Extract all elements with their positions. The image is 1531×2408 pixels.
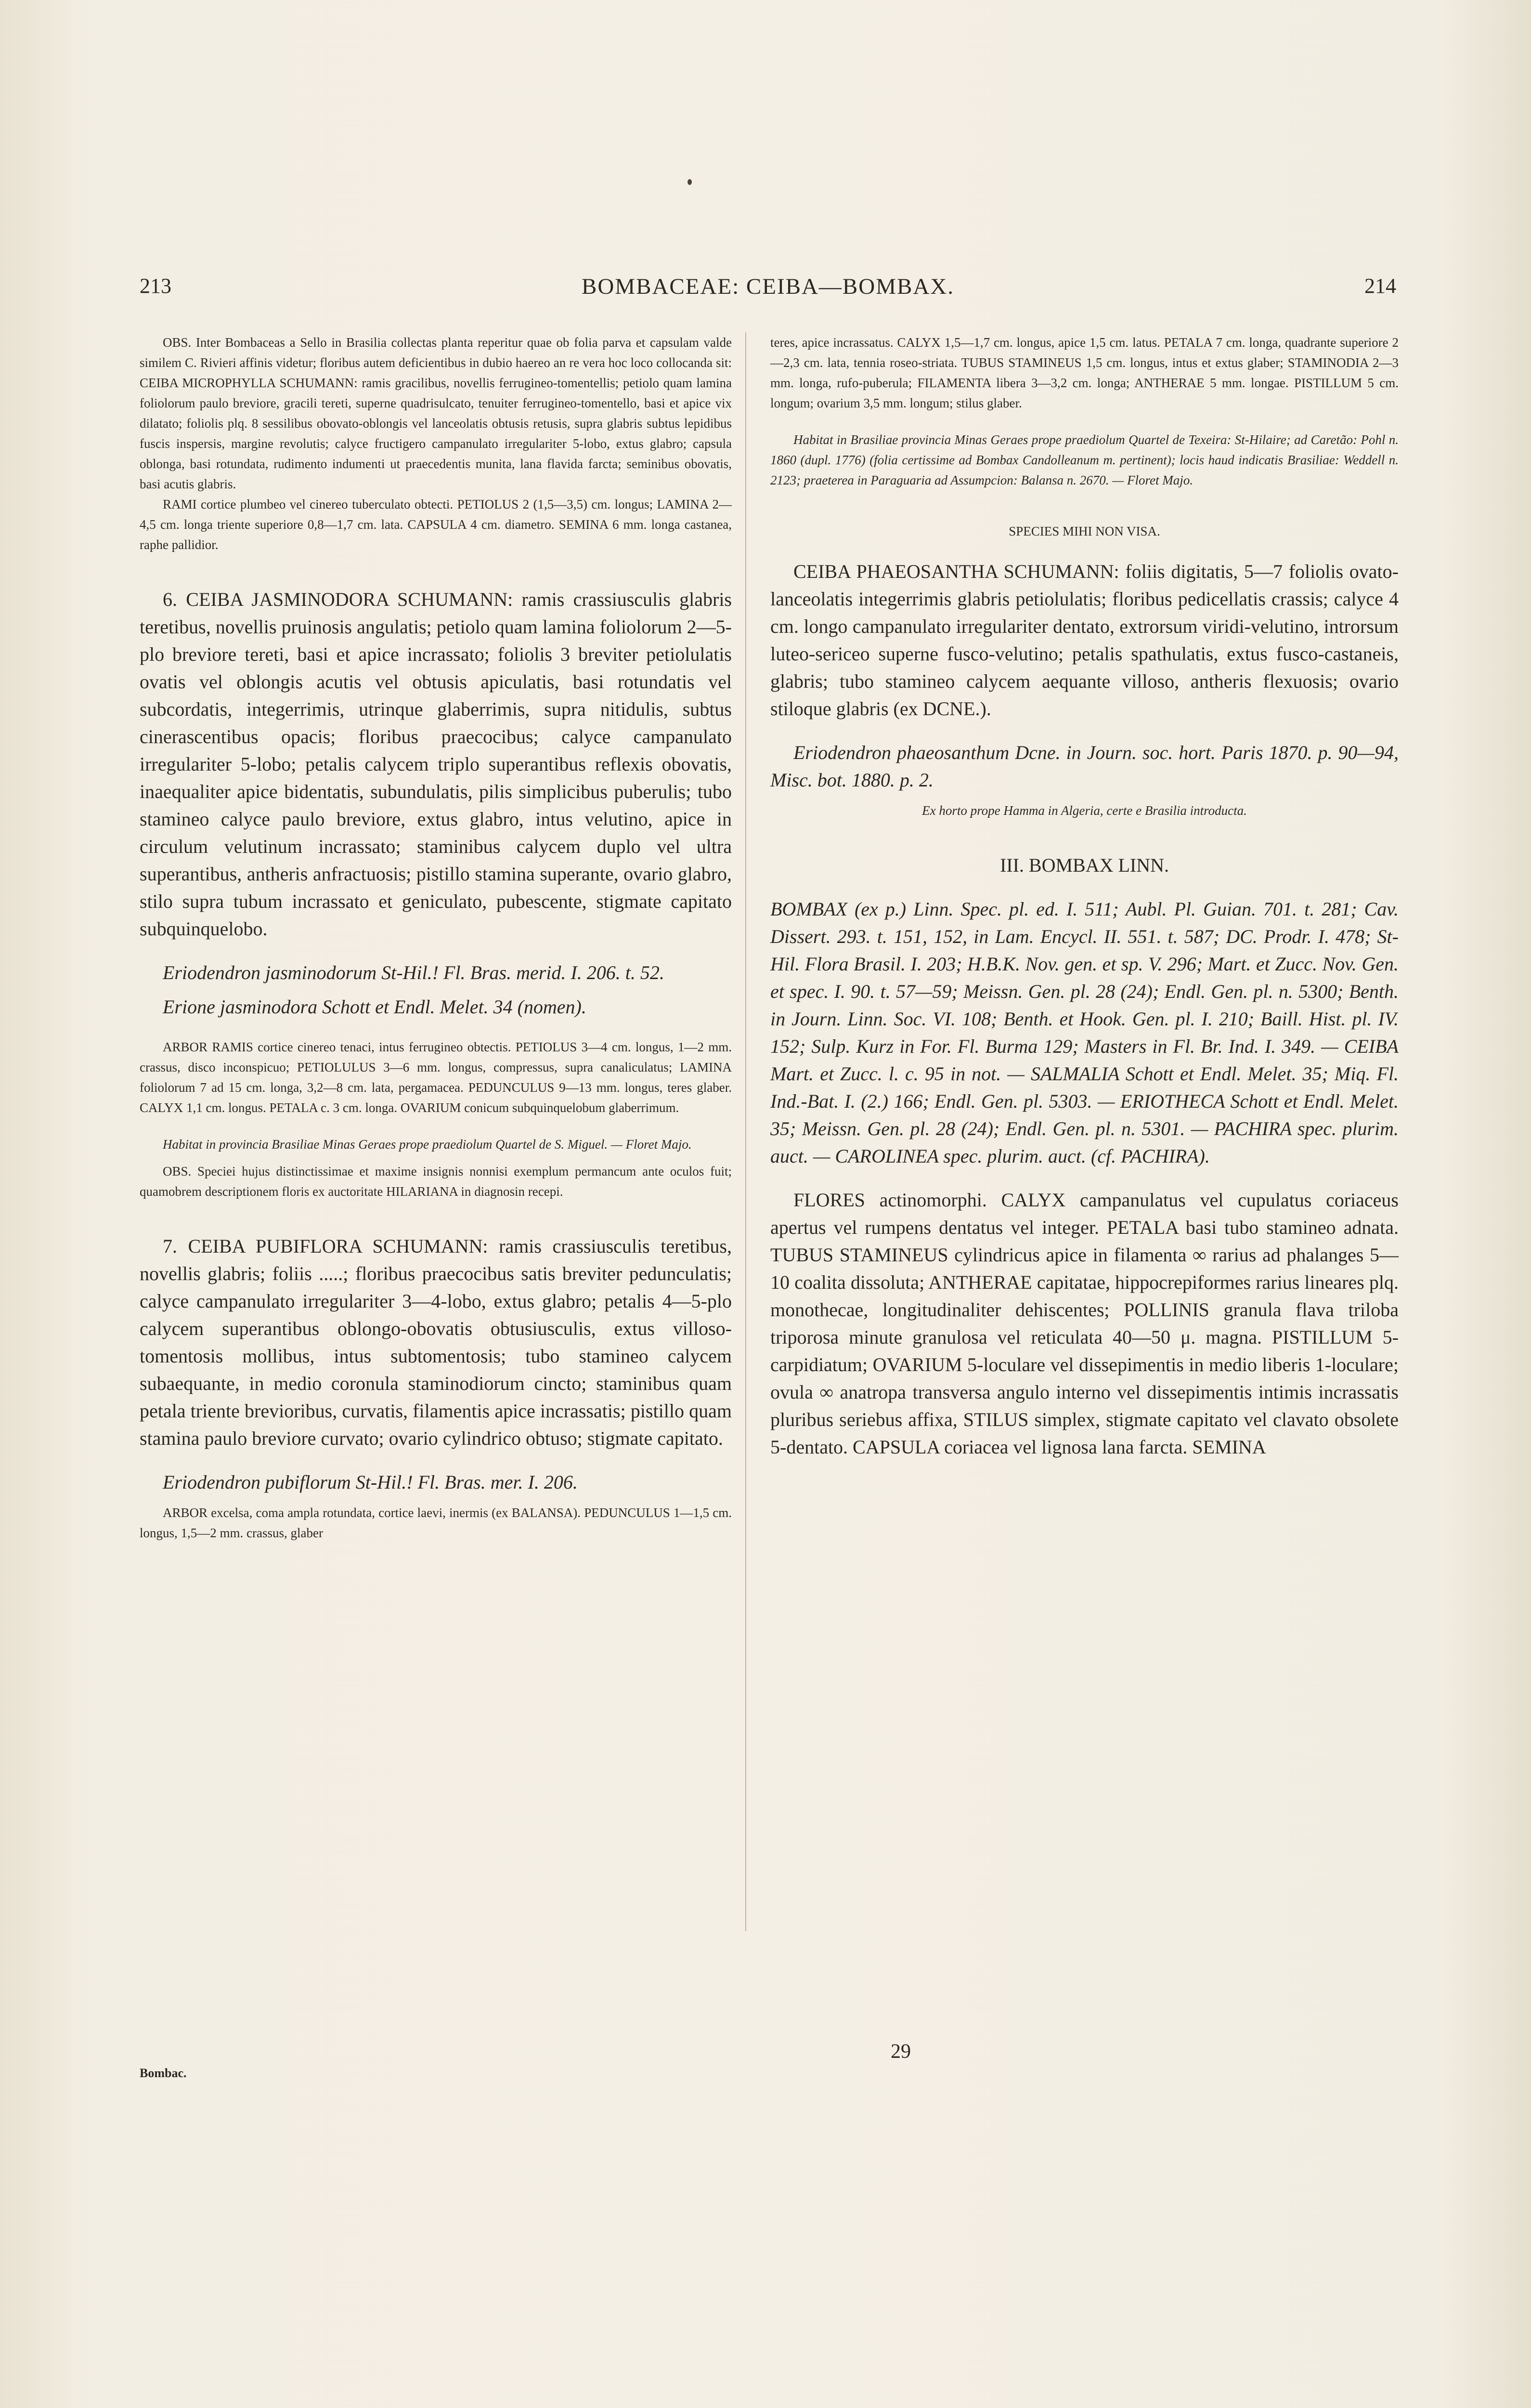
species-7-habitat: Habitat in Brasiliae provincia Minas Geraes prope praediolum Quartel de Texeira: St-Hilaire; ad Caretão: Pohl n. 1860 (dupl. 1776) (folia certissime ad Bombax Candolleanum m. pertinent); locis haud indicatis Brasiliae: Weddell n. 2123; praeterea in Paraguaria ad Assumpcion: Balansa n. 2670. — Floret Majo. (770, 432, 1399, 487)
footer-signature: 29 (891, 2041, 911, 2063)
microphylla-description: RAMI cortice plumbeo vel cinereo tuberculato obtecti. PETIOLUS 2 (1,5—3,5) cm. longus; LAMINA 2—4,5 cm. longa triente superiore 0,8—1,7 cm. lata. CAPSULA 4 cm. diametro. SEMINA 6 mm. longa castanea, raphe pallidior. (140, 497, 732, 552)
species-6-diagnosis: 6. CEIBA JASMINODORA SCHUMANN: ramis crassiusculis glabris teretibus, novellis pruinosis angulatis; petiolo quam lamina foliolorum 2—5-plo breviore tereti, basi et apice incrassato; foliolis 3 breviter petiolulatis ovatis vel oblongis acutis vel obtusis apiculatis, basi rotundatis vel subcordatis, integerrimis, utrinque glaberrimis, supra nitidulis, subtus cinerascentibus opacis; floribus praecocibus; calyce campanulato irregulariter 5-lobo; petalis calycem triplo superantibus reflexis obovatis, inaequaliter apice bidentatis, subundulatis, pilis simplicibus puberulis; tubo stamineo calyce paulo breviore, extus glabro, intus velutino, apice in circulum velutinum incrassato; staminibus calycem duplo vel ultra superantibus, antheris anfractuosis; pistillo stamina superante, ovario glabro, stilo supra tubum incrassato et geniculato, pubescente, stigmate capitato subquinquelobo. (140, 589, 732, 940)
species-7-description-continued: teres, apice incrassatus. CALYX 1,5—1,7 cm. longus, apice 1,5 cm. latus. PETALA 7 cm. longa, quadrante superiore 2—2,3 cm. lata, tennia roseo-striata. TUBUS STAMINEUS 1,5 cm. longus, intus et extus glaber; STAMINODIA 2—3 mm. longa, rufo-puberula; FILAMENTA libera 3—3,2 cm. longa; ANTHERAE 5 mm. longae. PISTILLUM 5 cm. longum; ovarium 3,5 mm. longum; stilus glaber. (770, 335, 1399, 410)
species-7-diagnosis: 7. CEIBA PUBIFLORA SCHUMANN: ramis crassiusculis teretibus, novellis glabris; foliis .....; floribus praecocibus satis breviter pedunculatis; calyce campanulato irregulariter 3—4-lobo, extus glabro; petalis 4—5-plo calycem superantibus oblongo-obovatis obtusiusculis, extus villoso-tomentosis mollibus, intus subtomentosis; tubo stamineo calycem subaequante, in medio coronula staminodiorum cincto; staminibus quam petala triente brevioribus, curvatis, filamentis apice incrassatis; pistillo quam stamina paulo breviore curvato; ovario cylindrico obtuso; stigmate capitato. (140, 1235, 732, 1449)
running-title: BOMBACEAE: CEIBA—BOMBAX. (582, 274, 954, 299)
species-6-citation-2: Erione jasminodora Schott et Endl. Melet. 34 (nomen). (163, 996, 586, 1018)
right-column (770, 332, 1399, 1461)
column-divider (745, 332, 746, 1931)
page-header (140, 274, 1396, 307)
genus-heading: III. BOMBAX LINN. (999, 854, 1169, 876)
species-6-citation-1: Eriodendron jasminodorum St-Hil.! Fl. Bras. merid. I. 206. t. 52. (163, 962, 664, 983)
species-7-citation: Eriodendron pubiflorum St-Hil.! Fl. Bras. mer. I. 206. (163, 1471, 578, 1493)
species-not-seen-heading: SPECIES MIHI NON VISA. (1009, 524, 1160, 538)
left-column (140, 332, 732, 1543)
species-6-description: ARBOR RAMIS cortice cinereo tenaci, intus ferrugineo obtectis. PETIOLUS 3—4 cm. longus, 1—2 mm. crassus, disco inconspicuo; PETIOLULUS 3—6 mm. longus, compressus, supra canaliculatus; LAMINA foliolorum 7 ad 15 cm. longa, 3,2—8 cm. lata, pergamacea. PEDUNCULUS 9—13 mm. longus, teres glaber. CALYX 1,1 cm. longus. PETALA c. 3 cm. longa. OVARIUM conicum subquinquelobum glaberrimum. (140, 1040, 732, 1115)
species-7-description: ARBOR excelsa, coma ampla rotundata, cortice laevi, inermis (ex BALANSA). PEDUNCULUS 1—1,5 cm. longus, 1,5—2 mm. crassus, glaber (140, 1505, 732, 1540)
ink-dot (688, 179, 692, 185)
page-number-right: 214 (1364, 274, 1396, 298)
obs-microphylla: OBS. Inter Bombaceas a Sello in Brasilia collectas planta reperitur quae ob folia parva et capsulam valde similem C. Rivieri affinis videtur; floribus autem deficientibus in dubio haereo an re vera hoc loco collocanda sit: CEIBA MICROPHYLLA SCHUMANN: ramis gracilibus, novellis ferrugineo-tomentellis; petiolo quam lamina foliolorum paulo breviore, gracili tereti, superne quadrisulcato, tenuiter ferrugineo-tomentello, basi et apice vix dilatato; foliolis plq. 8 sessilibus obovato-oblongis vel lanceolatis obtusis retusis, supra glabris subtus lepidibus fuscis inspersis, margine revolutis; calyce fructigero campanulato irregulariter 5-lobo, extus glabro; capsula oblonga, basi rotundata, rudimento indumenti ut praecedentis munita, lana flavida farcta; seminibus obovatis, basi acutis glabris. (140, 335, 732, 491)
page-number-left: 213 (140, 274, 171, 298)
bombax-synonymy: BOMBAX (ex p.) Linn. Spec. pl. ed. I. 511; Aubl. Pl. Guian. 701. t. 281; Cav. Dissert. 293. t. 151, 152, in Lam. Encycl. II. 551. t. 587; DC. Prodr. I. 478; St-Hil. Flora Brasil. I. 203; H.B.K. Nov. gen. et sp. V. 296; Mart. et Zucc. Nov. Gen. et spec. I. 90. t. 57—59; Meissn. Gen. pl. 28 (24); Endl. Gen. pl. n. 5300; Benth. in Journ. Linn. Soc. VI. 108; Benth. et Hook. Gen. pl. I. 210; Baill. Hist. pl. IV. 152; Sulp. Kurz in For. Fl. Burma 129; Masters in Fl. Br. Ind. I. 349. — CEIBA Mart. et Zucc. l. c. 95 in not. — SALMALIA Schott et Endl. Melet. 35; Miq. Fl. Ind.-Bat. I. (2.) 166; Endl. Gen. pl. 5303. — ERIOTHECA Schott et Endl. Melet. 35; Meissn. Gen. pl. 28 (24); Endl. Gen. pl. n. 5301. — PACHIRA spec. plurim. auct. — CAROLINEA spec. plurim. auct. (cf. PACHIRA). (770, 898, 1399, 1167)
phaeosantha-note: Ex horto prope Hamma in Algeria, certe e Brasilia introducta. (922, 803, 1247, 818)
footer-family-label: Bombac. (140, 2066, 187, 2080)
phaeosantha-citation: Eriodendron phaeosanthum Dcne. in Journ. soc. hort. Paris 1870. p. 90—94, Misc. bot. 1880. p. 2. (770, 742, 1399, 791)
species-6-obs: OBS. Speciei hujus distinctissimae et maxime insignis nonnisi exemplum permancum ante oculos fuit; quamobrem descriptionem floris ex auctoritate HILARIANA in diagnosin recepi. (140, 1164, 732, 1199)
species-6-habitat: Habitat in provincia Brasiliae Minas Geraes prope praediolum Quartel de S. Miguel. — Floret Majo. (163, 1137, 692, 1152)
bombax-generic-description: FLORES actinomorphi. CALYX campanulatus vel cupulatus coriaceus apertus vel rumpens dentatus vel integer. PETALA basi tubo stamineo adnata. TUBUS STAMINEUS cylindricus apice in filamenta ∞ rarius ad phalanges 5—10 coalita dissoluta; ANTHERAE capitatae, hippocrepiformes rarius lineares plq. monothecae, longitudinaliter dehiscentes; POLLINIS granula flava triloba triporosa minute granulosa vel reticulata 40—50 μ. magna. PISTILLUM 5-carpidiatum; OVARIUM 5-loculare vel dissepimentis in medio liberis 1-loculare; ovula ∞ anatropa transversa angulo interno vel dissepimentis intimis incrassatis pluribus seriebus affixa, STILUS simplex, stigmate capitato vel clavato obsolete 5-dentato. CAPSULA coriacea vel lignosa lana farcta. SEMINA (770, 1189, 1399, 1458)
phaeosantha-diagnosis: CEIBA PHAEOSANTHA SCHUMANN: foliis digitatis, 5—7 foliolis ovato-lanceolatis integerrimis glabris petiolulatis; floribus pedicellatis crassis; calyce 4 cm. longo campanulato irregulariter dentato, extrorsum viridi-velutino, introrsum luteo-sericeo superne fusco-velutino; petalis spathulatis, extus fusco-castaneis, glabris; tubo stamineo calycem aequante villoso, antheris flexuosis; ovario stiloque glabris (ex DCNE.). (770, 561, 1399, 720)
